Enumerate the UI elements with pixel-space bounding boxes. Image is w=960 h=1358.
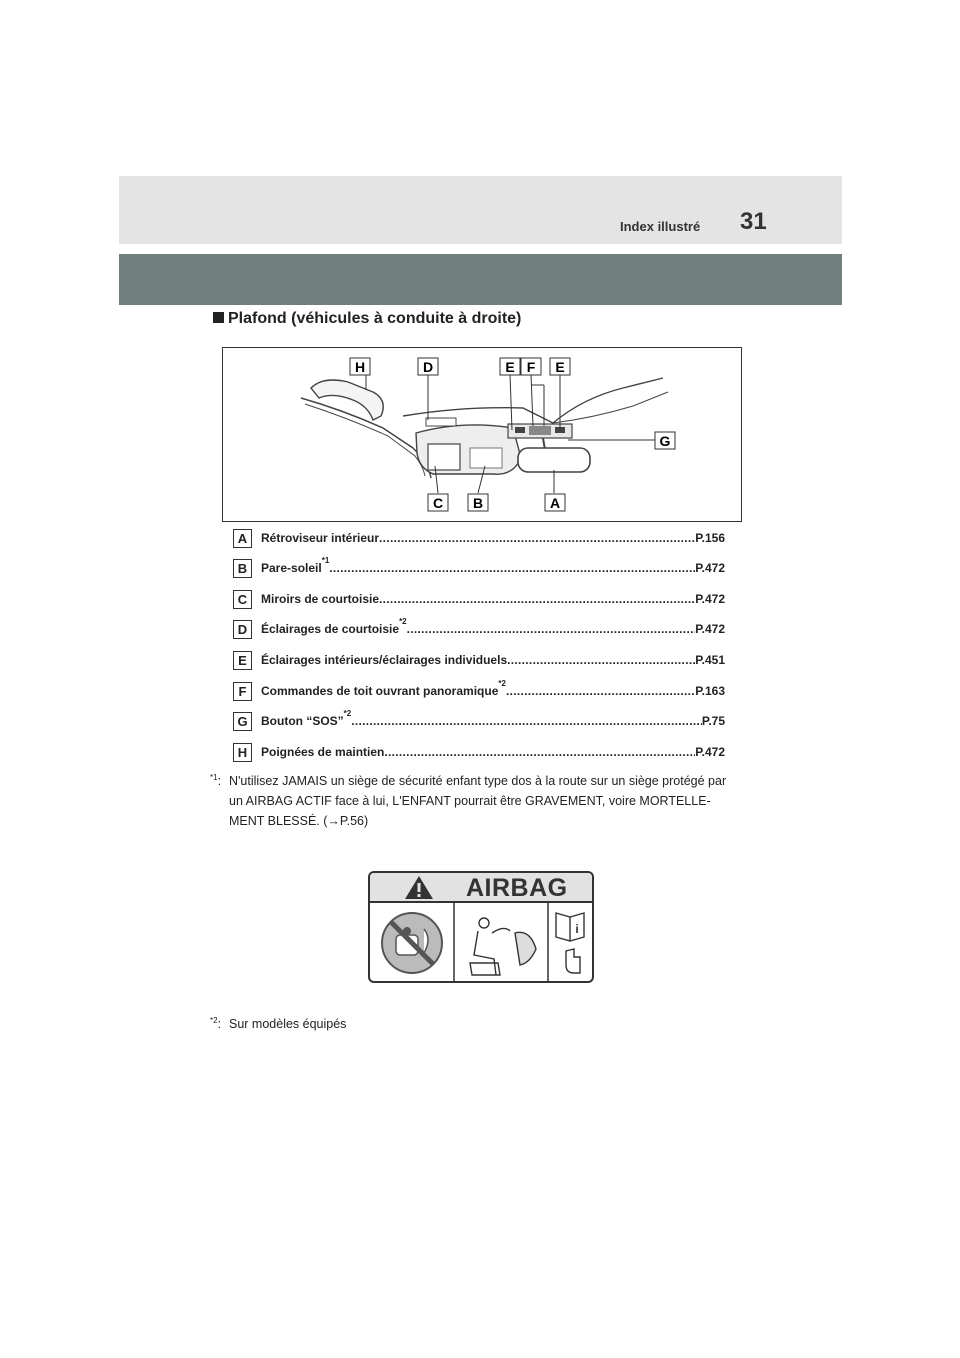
legend-item-h [233,743,725,762]
page-header [119,176,842,244]
legend-label: Poignées de maintien [261,745,385,759]
legend-footnote-mark: *2 [498,679,506,688]
page-reference[interactable]: P.75 [701,714,725,728]
callout-h [350,358,370,375]
legend-footnote-mark: *2 [399,617,407,626]
airbag-warning-label [368,871,594,983]
legend-item-b [233,556,725,578]
legend-footnote-mark: *1 [321,556,330,565]
map-light-left [515,427,525,433]
airbag-label-title: AIRBAG [466,874,568,902]
page-number: 31 [740,208,767,235]
legend-letter: C [233,590,252,609]
callout-c [428,494,448,511]
no-rear-facing-child-seat-icon [382,913,442,973]
footnote-2 [210,1017,346,1031]
header-band [119,254,842,305]
svg-text:C: C [432,495,444,511]
callout-f [521,358,541,375]
legend-label: Miroirs de courtoisie [261,592,380,606]
footnote-1-line-1: N'utilisez JAMAIS un siège de sécurité enfant type dos à la route sur un siège protégé par [229,774,727,788]
page-reference[interactable]: P.472 [695,622,725,636]
section-name: Index illustré [620,219,701,234]
page-reference[interactable]: P.156 [695,531,725,545]
svg-text:G: G [659,433,671,449]
windshield-edge [301,398,431,478]
vanity-mirror-shape [428,444,460,470]
page-reference[interactable]: P.472 [695,561,725,575]
svg-text:A: A [549,495,561,511]
square-bullet-icon [213,312,224,323]
legend-label: Pare-soleil [261,561,322,575]
svg-text:H: H [354,359,366,375]
legend-letter: E [233,651,252,670]
legend-label: Rétroviseur intérieur [261,531,380,545]
legend-label: Commandes de toit ouvrant panoramique [261,684,499,698]
airbag-deploy-icon [470,918,536,975]
legend-item-d [233,617,725,639]
svg-text:E: E [555,359,565,375]
legend-label: Bouton “SOS” [261,714,344,728]
legend-letter: F [233,682,252,701]
airbag-label-pictograms [370,903,592,981]
footnote-marker: $^{*1}$: [210,773,222,788]
vanity-light-shape [426,418,456,426]
legend-item-a [233,529,725,548]
callout-e-right [550,358,570,375]
sunroof-switch [529,426,551,435]
page-reference[interactable]: P.472 [695,592,725,606]
airbag-label-header [370,873,592,903]
footnote-marker: $^{*2}$: [210,1016,222,1031]
callout-b [468,494,488,511]
ceiling-illustration [222,347,742,522]
footnote-2-text: Sur modèles équipés [229,1017,347,1031]
callout-e-left [500,358,520,375]
svg-text:E: E [505,359,515,375]
callout-g [655,432,675,449]
legend-label: Éclairages de courtoisie [261,622,400,636]
visor-panel-shape [470,448,502,468]
page-reference[interactable]: P.451 [695,653,725,667]
footnote-1 [210,771,750,831]
svg-text:B: B [472,495,484,511]
legend-letter: B [233,559,252,578]
ceiling-diagram [223,348,741,521]
legend-letter: D [233,620,252,639]
legend-item-c [233,590,725,609]
legend-item-g [233,709,725,731]
section-heading [213,310,521,328]
legend-item-e [233,651,725,670]
warning-triangle-icon [402,873,436,901]
svg-text:i: i [575,922,579,936]
legend-letter: A [233,529,252,548]
callout-d [418,358,438,375]
section-heading-text: Plafond (véhicules à conduite à droite) [228,310,522,327]
page-reference[interactable]: P.163 [695,684,725,698]
rearview-mirror-shape [518,448,590,472]
legend-letter: G [233,712,252,731]
page-reference[interactable]: P.472 [695,745,725,759]
legend-label: Éclairages intérieurs/éclairages individuels [261,653,508,667]
read-manual-icon [556,913,584,973]
roof-line-inner [553,392,668,423]
callout-a [545,494,565,511]
legend-item-f [233,679,725,701]
footnote-1-line-2: un AIRBAG ACTIF face à lui, L'ENFANT pourrait être GRAVEMENT, voire MORTELLE- [229,794,711,808]
svg-text:F: F [526,359,536,375]
svg-text:D: D [422,359,434,375]
legend-footnote-mark: *2 [343,709,352,718]
legend-letter: H [233,743,252,762]
footnote-1-line-3: MENT BLESSÉ. (→P.56) [229,814,369,828]
